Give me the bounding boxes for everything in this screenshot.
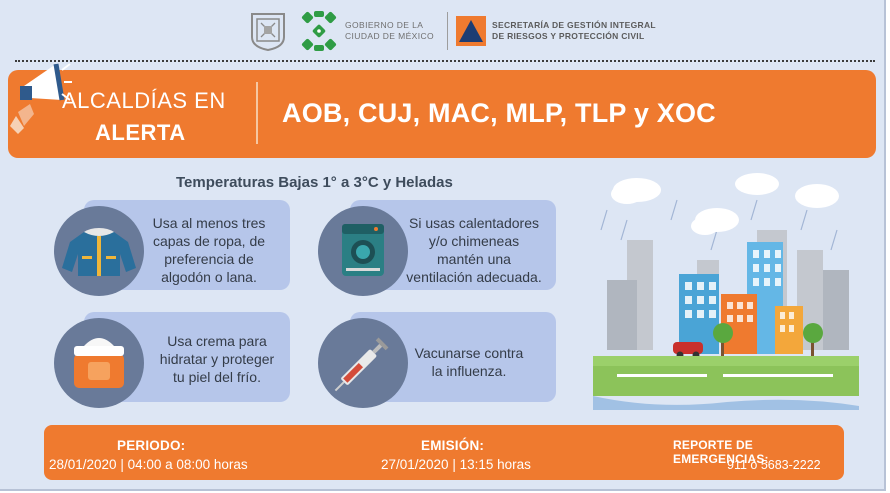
- syringe-icon-circle: [318, 318, 408, 408]
- alcaldias-codes: AOB, CUJ, MAC, MLP, TLP y XOC: [282, 98, 716, 128]
- cream-jar-icon: [54, 318, 144, 408]
- alert-banner: [8, 70, 876, 158]
- periodo-label: PERIODO:: [117, 438, 186, 453]
- tip-heater-line4: ventilación adecuada.: [406, 269, 542, 285]
- tip-vaccine-line1: Vacunarse contra: [414, 345, 524, 361]
- heater-icon-circle: [318, 206, 408, 296]
- tip-heater-line1: Si usas calentadores: [409, 215, 539, 231]
- cream-icon-circle: [54, 318, 144, 408]
- tip-vaccine-line2: la influenza.: [431, 363, 507, 379]
- tip-heater-line3: mantén una: [437, 251, 511, 267]
- subtitle-temperatures: Temperaturas Bajas 1° a 3°C y Heladas: [176, 174, 453, 191]
- header-logos: [249, 8, 667, 54]
- tip-clothing-line3: preferencia de: [164, 251, 254, 267]
- emision-value: 27/01/2020 | 13:15 horas: [381, 457, 531, 472]
- syringe-icon: [318, 318, 408, 408]
- secretaria-text-line1: SECRETARÍA DE GESTIÓN INTEGRAL: [492, 20, 656, 30]
- banner-divider: [256, 82, 258, 144]
- cdmx-logo-text: [345, 20, 441, 42]
- tip-heater-line2: y/o chimeneas: [428, 233, 520, 249]
- cdmx-logo-icon: [299, 9, 339, 53]
- banner-title-line2: ALERTA: [95, 120, 186, 145]
- periodo-value: 28/01/2020 | 04:00 a 08:00 horas: [49, 457, 248, 472]
- cdmx-text-line1: GOBIERNO DE LA: [345, 20, 424, 30]
- tip-clothing-line1: Usa al menos tres: [152, 215, 266, 231]
- tip-clothing-line2: capas de ropa, de: [152, 233, 266, 249]
- tip-text-heater: [394, 214, 554, 286]
- banner-title-line1: ALCALDÍAS EN: [62, 88, 226, 113]
- jacket-icon-circle: [54, 206, 144, 296]
- cdmx-text-line2: CIUDAD DE MÉXICO: [345, 31, 435, 41]
- tip-text-clothing: [134, 214, 284, 286]
- tip-text-vaccine: [394, 344, 544, 380]
- secretaria-logo-text: [492, 20, 667, 42]
- tip-cream-line2: hidratar y proteger: [159, 351, 275, 367]
- tip-text-cream: [144, 332, 290, 386]
- emision-label: EMISIÓN:: [421, 438, 485, 453]
- jacket-icon: [54, 206, 144, 296]
- logo-divider: [447, 12, 448, 50]
- cdmx-seal-icon: [249, 11, 287, 51]
- tip-cream-line1: Usa crema para: [167, 333, 267, 349]
- heater-icon: [318, 206, 408, 296]
- header-dotted-divider: [15, 60, 875, 62]
- proteccion-civil-triangle-icon: [456, 16, 486, 46]
- reporte-label: REPORTE DE EMERGENCIAS:: [673, 438, 769, 466]
- secretaria-text-line2: DE RIESGOS Y PROTECCIÓN CIVIL: [492, 31, 645, 41]
- tip-cream-line3: tu piel del frío.: [173, 369, 261, 385]
- reporte-value: 911 ó 5683-2222: [727, 458, 821, 472]
- cold-city-illustration: [587, 170, 865, 410]
- tip-clothing-line4: algodón o lana.: [161, 269, 257, 285]
- footer-info-bar: [44, 425, 844, 480]
